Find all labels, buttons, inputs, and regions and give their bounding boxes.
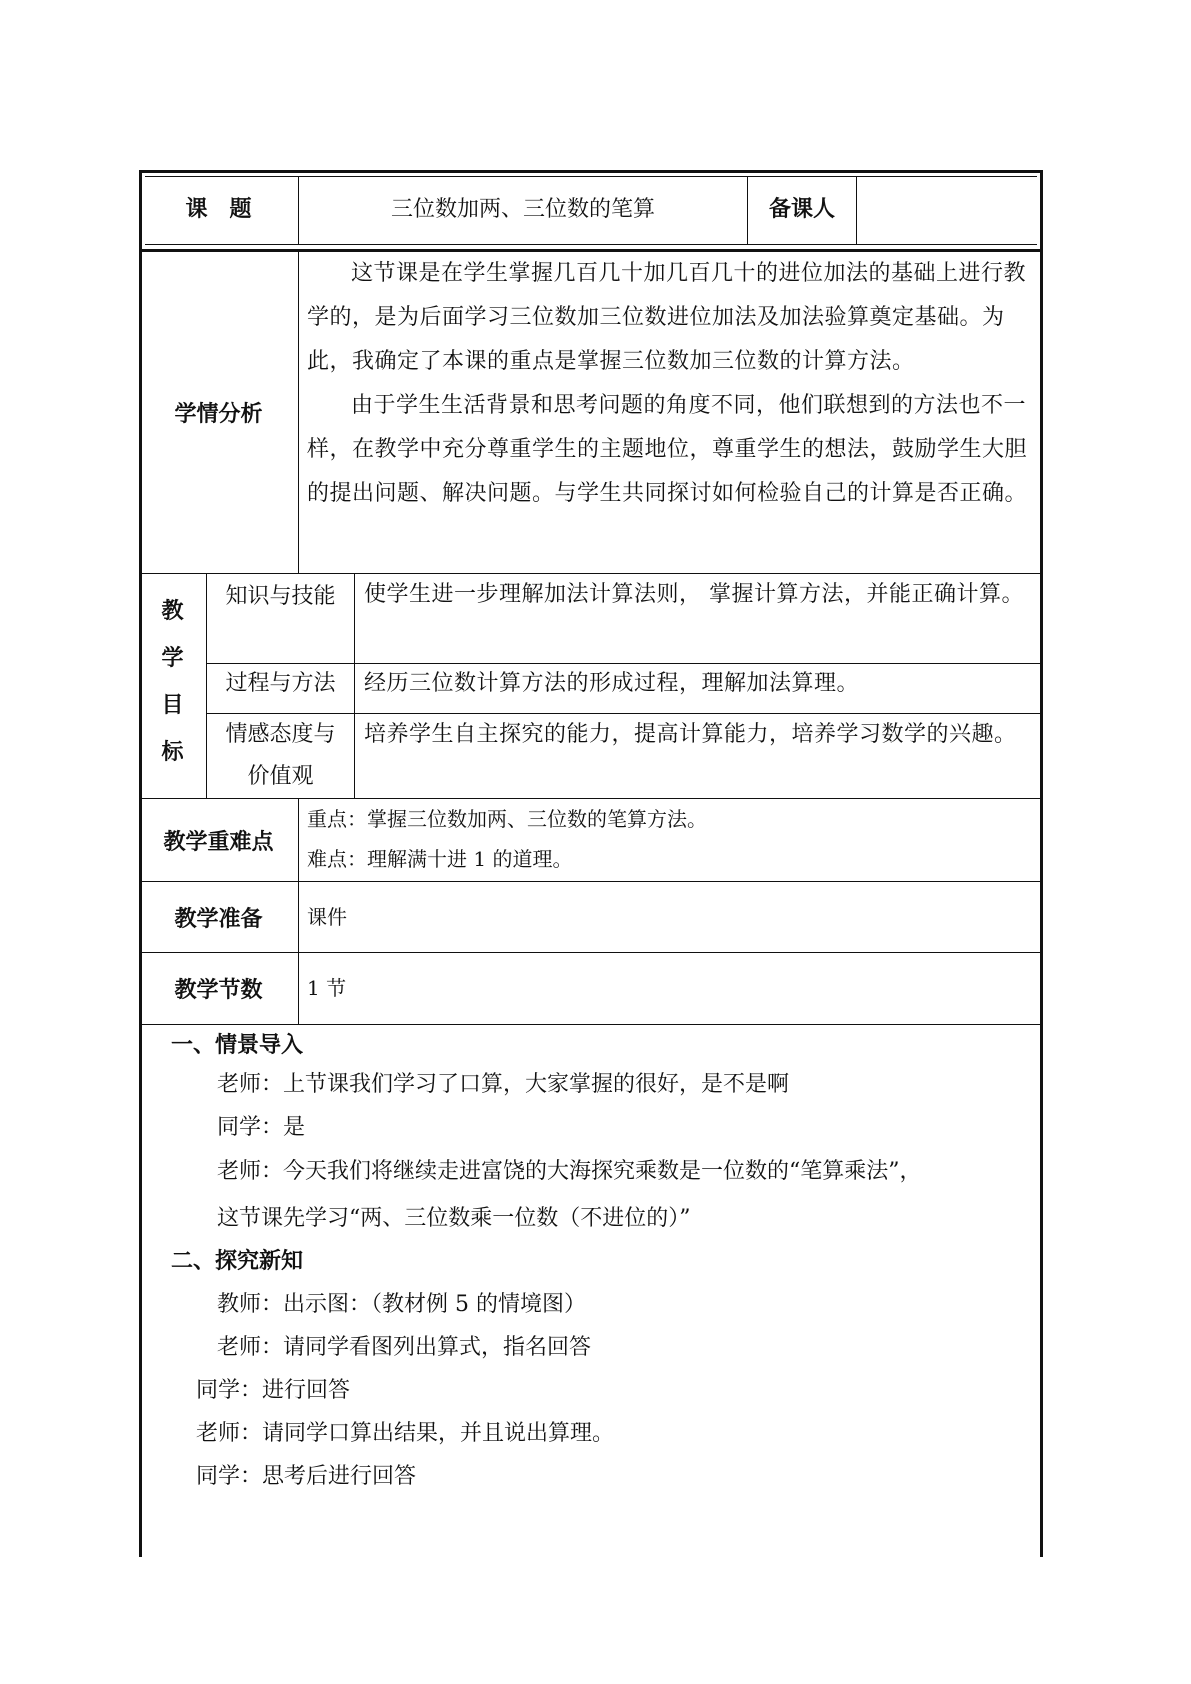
- section-1-title: 一、情景导入: [171, 1033, 304, 1058]
- objectives-char: 标: [161, 740, 184, 765]
- preparation-label: 教学准备: [174, 906, 263, 932]
- analysis-label: 学情分析: [174, 402, 263, 427]
- dialogue-line: 教师：出示图：（教材例 5 的情境图）: [217, 1292, 586, 1317]
- topic-value: 三位数加两、三位数的笔算: [390, 197, 655, 222]
- objectives-char: 学: [161, 646, 184, 671]
- objective-value-knowledge: 使学生进一步理解加法计算法则， 掌握计算方法，并能正确计算。: [364, 582, 1024, 607]
- lesson-plan-table: [139, 170, 1043, 1557]
- keypoint-important: 重点：掌握三位数加两、三位数的笔算方法。: [307, 807, 707, 831]
- analysis-text: [307, 252, 1029, 573]
- objective-label-knowledge: 知识与技能: [225, 584, 336, 609]
- dialogue-line: 同学：是: [217, 1115, 306, 1140]
- dialogue-line: 同学：进行回答: [196, 1378, 351, 1403]
- keypoints-text: [307, 799, 1029, 881]
- objectives-char: 目: [161, 693, 184, 718]
- objective-value-process: 经历三位数计算方法的形成过程，理解加法算理。: [364, 671, 860, 696]
- preparation-value: 课件: [307, 905, 347, 929]
- periods-value: 1 节: [307, 976, 347, 1000]
- dialogue-line: 老师：上节课我们学习了口算，大家掌握的很好，是不是啊: [217, 1072, 790, 1097]
- divider: [139, 1024, 1043, 1025]
- keypoint-difficult: 难点：理解满十进 1 的道理。: [307, 847, 573, 871]
- keypoints-label: 教学重难点: [163, 829, 274, 855]
- objective-label-process: 过程与方法: [225, 671, 336, 696]
- dialogue-line: 同学：思考后进行回答: [196, 1464, 417, 1489]
- dialogue-line: 老师：请同学口算出结果，并且说出算理。: [196, 1421, 615, 1446]
- analysis-paragraph-2: 由于学生生活背景和思考问题的角度不同，他们联想到的方法也不一样，在教学中充分尊重学生的主题地位，尊重学生的想法，鼓励学生大胆的提出问题、解决问题。与学生共同探讨如何检验自己的计算是否正确。: [307, 393, 1028, 506]
- divider: [145, 244, 1037, 245]
- preparer-value: [857, 190, 1037, 230]
- analysis-paragraph-1: 这节课是在学生掌握几百几十加几百几十的进位加法的基础上进行教学的，是为后面学习三位数加三位数进位加法及加法验算奠定基础。为此，我确定了本课的重点是掌握三位数加三位数的计算方法。: [307, 261, 1027, 374]
- objectives-group-label: [139, 588, 206, 788]
- dialogue-line: 这节课先学习“两、三位数乘一位数（不进位的）”: [217, 1206, 691, 1231]
- dialogue-line: 老师：请同学看图列出算式，指名回答: [217, 1335, 592, 1360]
- table-top-inner-border: [145, 176, 1037, 177]
- objective-label-attitude: 情感态度与价值观: [225, 722, 336, 789]
- dialogue-line: 老师：今天我们将继续走进富饶的大海探究乘数是一位数的“笔算乘法”，: [217, 1159, 922, 1184]
- objective-value-attitude: 培养学生自主探究的能力，提高计算能力，培养学习数学的兴趣。: [364, 722, 1017, 747]
- topic-label: 课 题: [185, 197, 252, 222]
- divider: [298, 799, 299, 1024]
- divider: [298, 252, 299, 573]
- divider: [354, 574, 355, 798]
- table-top-border: [139, 170, 1043, 173]
- section-2-title: 二、探究新知: [171, 1249, 304, 1274]
- objectives-char: 教: [161, 599, 184, 624]
- preparer-label: 备课人: [768, 197, 835, 222]
- periods-label: 教学节数: [174, 978, 263, 1003]
